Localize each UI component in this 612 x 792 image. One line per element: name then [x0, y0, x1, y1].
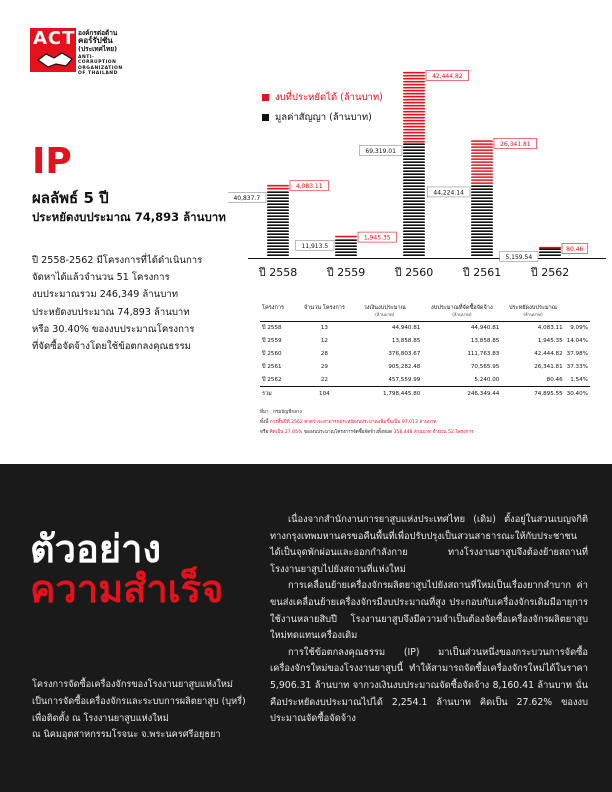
logo-name-en: ANTI-CORRUPTION ORGANIZATION OF THAILAND: [78, 55, 123, 77]
table-header: วงเงินงบประมาณ (ล้านบาท): [347, 304, 422, 322]
table-cell: 44,940.81: [470, 325, 500, 332]
table-cell: ปี 2561: [262, 363, 282, 370]
saved-data-label: 42,444.82: [432, 72, 463, 80]
table-row: [260, 322, 590, 335]
contract-data-label: 5,159.54: [505, 253, 533, 261]
summary-paragraph: ปี 2558-2562 มีโครงการที่ได้ดำเนินการ จัดหาได้แล้วจำนวน 51 โครงการ งบประมาณรวม 246,349 ล้านบาท ประหยัดงบประมาณ 74,893 ล้านบาท หรือ 30.40% ของงบประมาณโครงการ ที่จัดซื้อจัดจ้างโดยใช้ข้อตกลงคุณธรรม: [32, 255, 203, 353]
table-cell: ปี 2559: [262, 338, 282, 345]
project-description: โครงการจัดซื้อเครื่องจักรของโรงงานยาสูบแห่งใหม่ เป็นการจัดซื้อเครื่องจักรและระบบการผลิตยาสูบ (บุหรี่) เพื่อติดตั้ง ณ โรงงานยาสูบแห่งใหม่ ณ นิคมอุตสาหกรรมโรจนะ จ.พระนครศรีอยุธยา: [32, 679, 246, 741]
table-cell: 28: [320, 350, 328, 357]
saved-data-label: 80.46: [566, 245, 584, 253]
table-header: งบประมาณที่จัดซื้อจัดจ้าง (ล้านบาท): [422, 304, 501, 322]
table-cell: 12: [320, 338, 328, 345]
bar-contract: [267, 191, 289, 256]
table-cell: 13: [320, 325, 328, 332]
table-cell: 905,282.48: [388, 363, 421, 370]
contract-data-label: 44,224.14: [433, 189, 464, 197]
table-cell: 14.04%: [566, 338, 588, 345]
table-cell: 26,341.81: [534, 363, 563, 370]
table-header: ประหยัดงบประมาณ (ล้านบาท): [501, 304, 564, 322]
category-label: ปี 2559: [326, 266, 366, 279]
table-notes: [260, 408, 600, 438]
success-heading-2: ความสำเร็จ: [30, 567, 224, 611]
table-cell: 22: [320, 376, 328, 383]
table-cell: 30.40%: [565, 386, 590, 402]
table-row: [260, 373, 590, 386]
bar-contract: [471, 185, 493, 256]
table-cell: 74,895.55: [501, 386, 564, 402]
legend-saved: งบที่ประหยัดได้ (ล้านบาท): [262, 88, 383, 108]
table-cell: 1,945.35: [537, 338, 563, 345]
saved-data-label: 1,945.35: [363, 234, 391, 242]
page-title: IP: [32, 141, 72, 182]
results-table: [260, 304, 590, 402]
table-cell: 29: [320, 363, 328, 370]
table-total-row: [260, 386, 590, 402]
contract-data-label: 69,319.01: [365, 147, 396, 155]
table-cell: ปี 2562: [262, 376, 282, 383]
table-cell: 37.98%: [566, 350, 588, 357]
bar-saved: [539, 247, 561, 249]
table-header: จำนวน โครงการ: [302, 304, 348, 322]
table-cell: ปี 2560: [262, 350, 282, 357]
table-header: โครงการ: [260, 304, 302, 322]
table-cell: ปี 2558: [262, 325, 282, 332]
table-cell: 44,940.81: [391, 325, 421, 332]
bar-saved: [471, 140, 493, 184]
logo-mark: ACT: [33, 28, 76, 49]
page-subtitle: ผลลัพธ์ 5 ปี: [32, 189, 109, 207]
table-cell: 70,565.95: [470, 363, 500, 370]
table-cell: 246,349.44: [422, 386, 501, 402]
table-row: [260, 360, 590, 373]
table-cell: 1.54%: [570, 376, 588, 383]
saved-data-label: 4,083.11: [295, 183, 323, 191]
table-cell: 457,559.99: [388, 376, 421, 383]
bar-contract: [335, 239, 357, 256]
legend-contract: มูลค่าสัญญา (ล้านบาท): [262, 108, 383, 128]
table-cell: 37.33%: [566, 363, 588, 370]
table-cell: 104: [302, 386, 348, 402]
category-label: ปี 2561: [462, 266, 502, 279]
category-label: ปี 2562: [530, 266, 570, 279]
bar-contract: [403, 143, 425, 256]
table-row: [260, 348, 590, 361]
saved-data-label: 26,341.81: [500, 140, 531, 148]
table-cell: 1,798,445.80: [347, 386, 422, 402]
body-paragraph: เนื่องจากสำนักงานการยาสูบแห่งประเทศไทย (เดิม) ตั้งอยู่ในสวนเบญจกิติ ทางกรุงเทพมหานครขอคืนพื้นที่เพื่อปรับปรุงเป็นสวนสาธารณะให้กับประชาชน ได้เป็นจุดพักผ่อนและออกกำลังกาย ทางโรงงานยาสูบจึงต้องย้ายสถานที่โรงงานยาสูบไปยังสถานที่แห่งใหม่: [270, 514, 588, 575]
table-cell: 42,444.82: [534, 350, 563, 357]
handshake-icon: [36, 48, 74, 75]
logo-name-th: องค์กรต่อต้าน คอร์รัปชัน (ประเทศไทย): [78, 29, 118, 53]
table-cell: 376,803.67: [388, 350, 421, 357]
projection-note: ทั้งนี้ การสิ้นปีที่ 2562 คาดว่าจะสามารถประหยัดงบประมาณเพิ่มขึ้นเป็น 97,013 ล้านบาท: [260, 420, 437, 425]
bar-saved: [403, 72, 425, 143]
table-row: [260, 335, 590, 348]
contract-data-label: 11,913.5: [301, 242, 329, 250]
table-cell: 13,858.85: [391, 338, 421, 345]
projection-note-2: หรือ คิดเป็น 27.05% ของงบประมาณโครงการจัดซื้อจัดจ้างทั้งหมด 358,448 ล้านบาท จำนวน 52 โครงการ: [260, 430, 474, 435]
table-cell: 9.09%: [570, 325, 588, 332]
bar-saved: [267, 185, 289, 190]
table-cell: 5,240.00: [474, 376, 500, 383]
table-cell: 4,083.11: [537, 325, 563, 332]
saving-headline: ประหยัดงบประมาณ 74,893 ล้านบาท: [32, 210, 226, 224]
success-heading-1: ตัวอย่าง: [30, 527, 161, 571]
bar-contract: [539, 248, 561, 256]
category-label: ปี 2558: [258, 266, 298, 279]
table-cell: 13,858.85: [470, 338, 500, 345]
table-header-row: [260, 304, 590, 322]
category-label: ปี 2560: [394, 266, 434, 279]
contract-data-label: 40,837.7: [233, 194, 261, 202]
bar-saved: [335, 236, 357, 238]
body-paragraph: การเคลื่อนย้ายเครื่องจักรผลิตยาสูบไปยังสถานที่ใหม่เป็นเรื่องยากลำบาก ค่าขนส่งเคลื่อนย้ายเครื่องจักรมีงบประมาณที่สูง ประกอบกับเครื่องจักรเดิมมีอายุการใช้งานหลายสิบปี โรงงานยาสูบจึงมีความจำเป็นต้องจัดซื้อเครื่องจักรผลิตยาสูบใหม่ทดแทนเครื่องเดิม: [270, 580, 588, 642]
table-cell: 80.46: [546, 376, 563, 383]
body-paragraph: การใช้ข้อตกลงคุณธรรม (IP) มาเป็นส่วนหนึ่งของกระบวนการจัดซื้อเครื่องจักรใหม่ของโรงงานยาสูบนี้ ทำให้สามารถจัดซื้อเครื่องจักรใหม่ได้ในราคา 5,906.31 ล้านบาท จากวงเงินงบประมาณจัดซื้อจัดจ้าง 8,160.41 ล้านบาท นั่นคือประหยัดงบประมาณไปได้ 2,254.1 ล้านบาท คิดเป็น 27.62% ของงบประมาณจัดซื้อจัดจ้าง: [270, 646, 588, 725]
table-header: [565, 304, 590, 322]
table-cell: 111,763.83: [467, 350, 500, 357]
source-note: ที่มา : กรมบัญชีกลาง: [260, 410, 302, 415]
table-cell: รวม: [260, 386, 302, 402]
savings-bar-chart: [228, 60, 610, 290]
success-body: [270, 512, 588, 728]
